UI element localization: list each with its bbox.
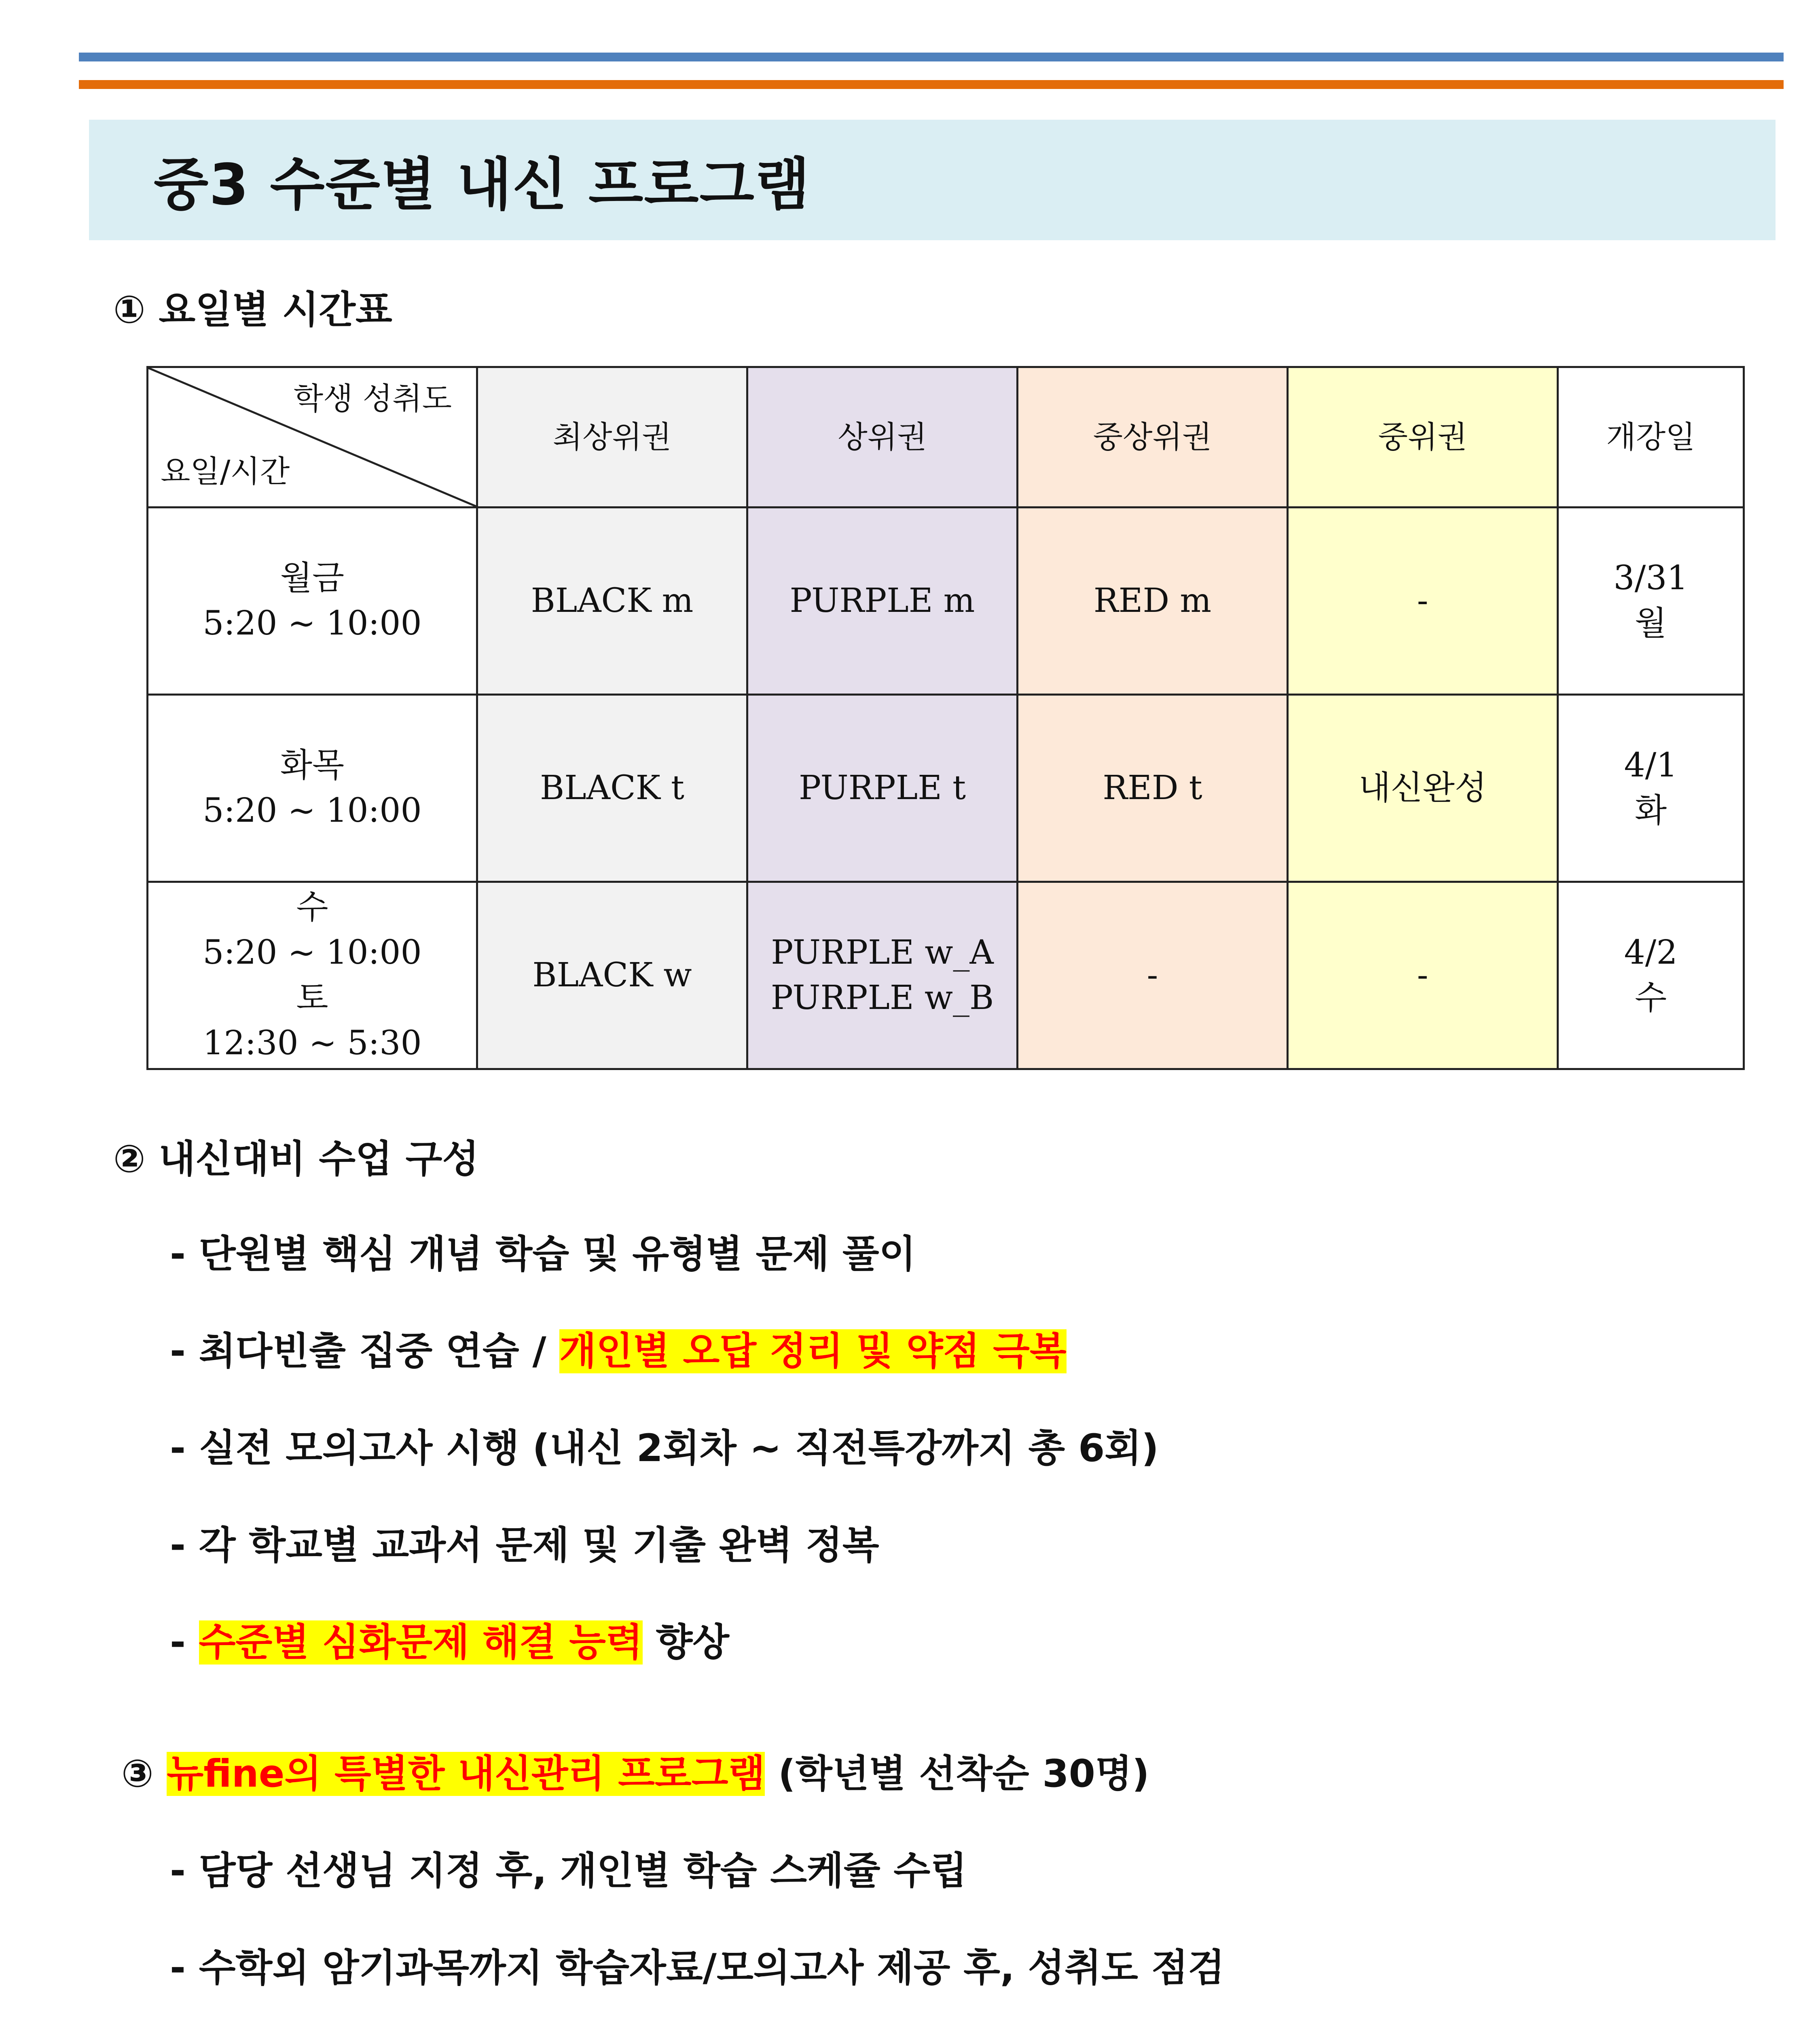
timetable-header-row [148,367,1744,508]
day-label: 토 [296,979,328,1017]
col-header-upper-mid: 중상위권 [1018,367,1288,508]
title-banner [89,120,1776,240]
class-cell: BLACK t [477,695,747,882]
open-day: 월 [1634,604,1667,643]
corner-bottom-label: 요일/시간 [161,453,290,489]
col-header-top: 최상위권 [477,367,747,508]
highlight: 개인별 오답 정리 및 약점 극복 [559,1329,1067,1373]
open-day: 화 [1634,791,1667,830]
open-date-cell [1558,695,1744,882]
section2-heading: ② 내신대비 수업 구성 [113,1137,479,1181]
class-cell [747,882,1018,1069]
class-cell: BLACK w [477,882,747,1069]
open-date: 4/1 [1624,746,1678,785]
day-label: 월금 [280,559,345,597]
time-range: 5:20 ~ 10:00 [203,791,422,830]
section1-heading: ① 요일별 시간표 [113,288,392,332]
time-cell [148,508,477,695]
time-range: 12:30 ~ 5:30 [203,1024,422,1062]
page-title: 중3 수준별 내신 프로그램 [154,152,811,218]
table-row [148,695,1744,882]
list-item: - 수학외 암기과목까지 학습자료/모의고사 제공 후, 성취도 점검 [170,1946,1225,1990]
time-cell [148,882,477,1069]
time-range: 5:20 ~ 10:00 [203,604,422,643]
list-item: - 담당 선생님 지정 후, 개인별 학습 스케쥴 수립 [170,1849,967,1893]
corner-top-label: 학생 성취도 [293,381,452,417]
class-cell: BLACK m [477,508,747,695]
open-day: 수 [1634,979,1667,1017]
col-header-upper: 상위권 [747,367,1018,508]
section3-heading: ③ 뉴fine의 특별한 내신관리 프로그램 (학년별 선착순 30명) [121,1752,1149,1796]
class-cell: 내신완성 [1288,695,1558,882]
timetable [146,366,1745,1070]
top-rule-orange [79,80,1784,89]
top-rule-blue [79,53,1784,61]
class-cell: RED t [1018,695,1288,882]
table-row [148,508,1744,695]
class-name: PURPLE w_B [770,979,994,1017]
col-header-mid: 중위권 [1288,367,1558,508]
class-name: PURPLE w_A [771,933,994,972]
list-item: - 실전 모의고사 시행 (내신 2회차 ~ 직전특강까지 총 6회) [170,1426,1159,1470]
open-date-cell [1558,882,1744,1069]
class-cell: - [1288,508,1558,695]
open-date: 4/2 [1624,933,1678,972]
class-cell: - [1288,882,1558,1069]
corner-cell [148,367,477,508]
class-cell: RED m [1018,508,1288,695]
class-cell: PURPLE t [747,695,1018,882]
highlight: 뉴fine의 특별한 내신관리 프로그램 [167,1752,765,1796]
col-header-open-date: 개강일 [1558,367,1744,508]
table-row [148,882,1744,1069]
list-item: - 각 학교별 교과서 문제 및 기출 완벽 정복 [170,1523,879,1567]
class-cell: - [1018,882,1288,1069]
open-date-cell [1558,508,1744,695]
list-item: - 최다빈출 집중 연습 / 개인별 오답 정리 및 약점 극복 [170,1329,1067,1373]
time-range: 5:20 ~ 10:00 [203,933,422,972]
open-date: 3/31 [1613,559,1688,597]
day-label: 수 [296,888,328,926]
time-cell [148,695,477,882]
highlight: 수준별 심화문제 해결 능력 [199,1620,643,1665]
day-label: 화목 [280,746,345,785]
class-cell: PURPLE m [747,508,1018,695]
list-item: - 단원별 핵심 개념 학습 및 유형별 문제 풀이 [170,1232,916,1276]
list-item: - 수준별 심화문제 해결 능력 향상 [170,1620,730,1665]
